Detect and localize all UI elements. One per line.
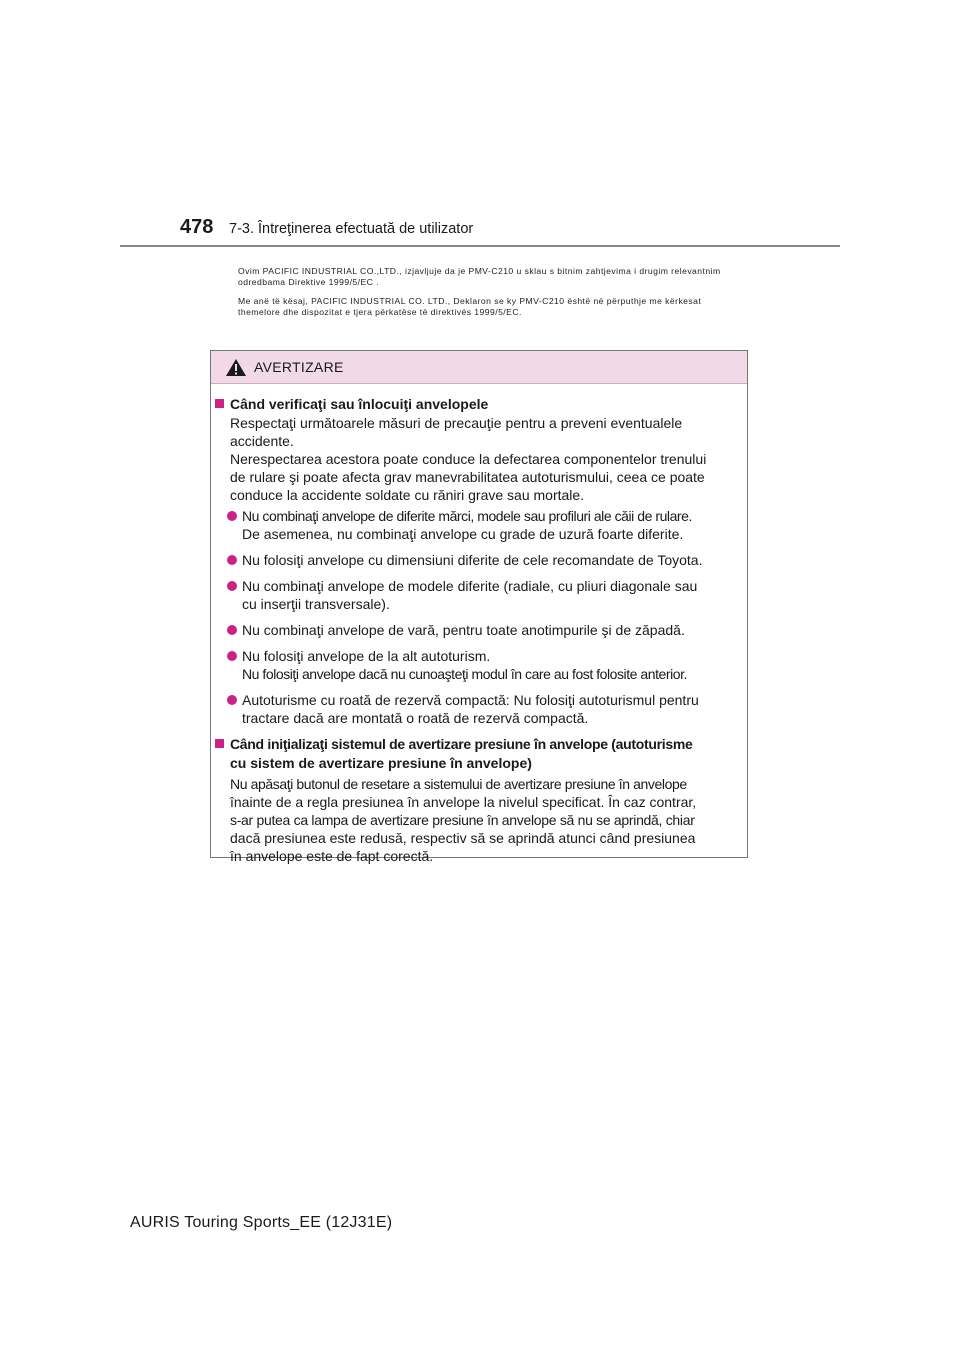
list-item-line: De asemenea, nu combinaţi anvelope cu grade de uzură foarte diferite.	[242, 526, 684, 542]
declaration-line: odredbama Direktive 1999/5/EC .	[238, 277, 380, 287]
section-heading-line: cu sistem de avertizare presiune în anvelope)	[230, 755, 532, 771]
circle-bullet-icon	[227, 511, 237, 521]
paragraph-line: conduce la accidente soldate cu răniri grave sau mortale.	[230, 487, 585, 503]
list-item-line: Nu combinaţi anvelope de diferite mărci, modele sau profiluri ale căii de rulare.	[242, 508, 692, 524]
warning-triangle-icon	[225, 358, 247, 377]
paragraph-line: de rulare şi poate afecta grav manevrabilitatea autoturismului, ceea ce poate	[230, 469, 705, 485]
warning-header	[211, 351, 747, 384]
warning-box	[210, 350, 748, 864]
section-heading-text: Când verificaţi sau înlocuiţi anvelopele	[230, 396, 489, 412]
list-item-text	[242, 621, 745, 639]
list-item-line: Nu folosiţi anvelope cu dimensiuni diferite de cele recomandate de Toyota.	[242, 552, 703, 568]
paragraph-line: Nu apăsaţi butonul de resetare a sistemului de avertizare presiune în anvelope	[230, 776, 687, 792]
list-item-line: Nu combinaţi anvelope de modele diferite (radiale, cu pliuri diagonale sau	[242, 578, 698, 594]
declaration-line: themelore dhe dispozitat e tjera përkatëse të direktivës 1999/5/EC.	[238, 307, 522, 317]
paragraph-line: s-ar putea ca lampa de avertizare presiune în anvelope să nu se aprindă, chiar	[230, 812, 695, 828]
list-item-line: Nu folosiţi anvelope dacă nu cunoaşteţi modul în care au fost folosite anterior.	[242, 666, 687, 682]
section-title: 7-3. Întreţinerea efectuată de utilizator	[229, 221, 474, 237]
list-item-line: Nu combinaţi anvelope de vară, pentru toate anotimpurile şi de zăpadă.	[242, 622, 685, 638]
paragraph-line: înainte de a regla presiunea în anvelope la nivelul specificat. În caz contrar,	[230, 794, 697, 810]
declaration-line: Me anë të kësaj, PACIFIC INDUSTRIAL CO. LTD., Deklaron se ky PMV-C210 është në përputhje me kërkesat	[238, 296, 702, 306]
declaration-albanian	[238, 296, 758, 318]
circle-bullet-icon	[227, 695, 237, 705]
declaration-line: Ovim PACIFIC INDUSTRIAL CO.,LTD., izjavljuje da je PMV-C210 u sklau s bitnim zahtjevima i drugim relevantnim	[238, 266, 721, 276]
section-paragraph	[230, 414, 741, 504]
paragraph-line: Respectaţi următoarele măsuri de precauţie pentru a preveni eventualele	[230, 415, 683, 431]
list-item-line: cu inserţii transversale).	[242, 596, 390, 612]
paragraph-line: accidente.	[230, 433, 294, 449]
circle-bullet-icon	[227, 651, 237, 661]
section-heading-line	[215, 735, 743, 754]
warning-title: AVERTIZARE	[254, 359, 344, 375]
header-rule	[120, 245, 840, 247]
list-item-text	[242, 577, 745, 613]
list-item-text	[242, 647, 745, 683]
square-bullet-icon	[215, 399, 224, 408]
paragraph-line: dacă presiunea este redusă, respectiv să se aprindă atunci când presiunea	[230, 830, 696, 846]
section-heading	[215, 735, 743, 773]
paragraph-line: Nerespectarea acestora poate conduce la defectarea componentelor trenului	[230, 451, 707, 467]
section-heading	[215, 395, 743, 414]
list-item-line: Autoturisme cu roată de rezervă compactă: Nu folosiţi autoturismul pentru	[242, 692, 699, 708]
footer-model-code: AURIS Touring Sports_EE (12J31E)	[130, 1214, 393, 1231]
list-item-line: tractare dacă are montată o roată de rezervă compactă.	[242, 710, 589, 726]
declaration-croatian	[238, 266, 758, 288]
paragraph-line: în anvelope este de fapt corectă.	[230, 848, 434, 864]
list-item-text	[242, 691, 745, 727]
page-number: 478	[180, 216, 214, 238]
section-paragraph	[230, 775, 741, 865]
circle-bullet-icon	[227, 555, 237, 565]
circle-bullet-icon	[227, 581, 237, 591]
circle-bullet-icon	[227, 625, 237, 635]
list-item-text	[242, 507, 745, 543]
list-item-line: Nu folosiţi anvelope de la alt autoturism.	[242, 648, 491, 664]
square-bullet-icon	[215, 739, 224, 748]
section-heading-text: Când iniţializaţi sistemul de avertizare presiune în anvelope (autoturisme	[230, 736, 693, 752]
list-item-text	[242, 551, 745, 569]
